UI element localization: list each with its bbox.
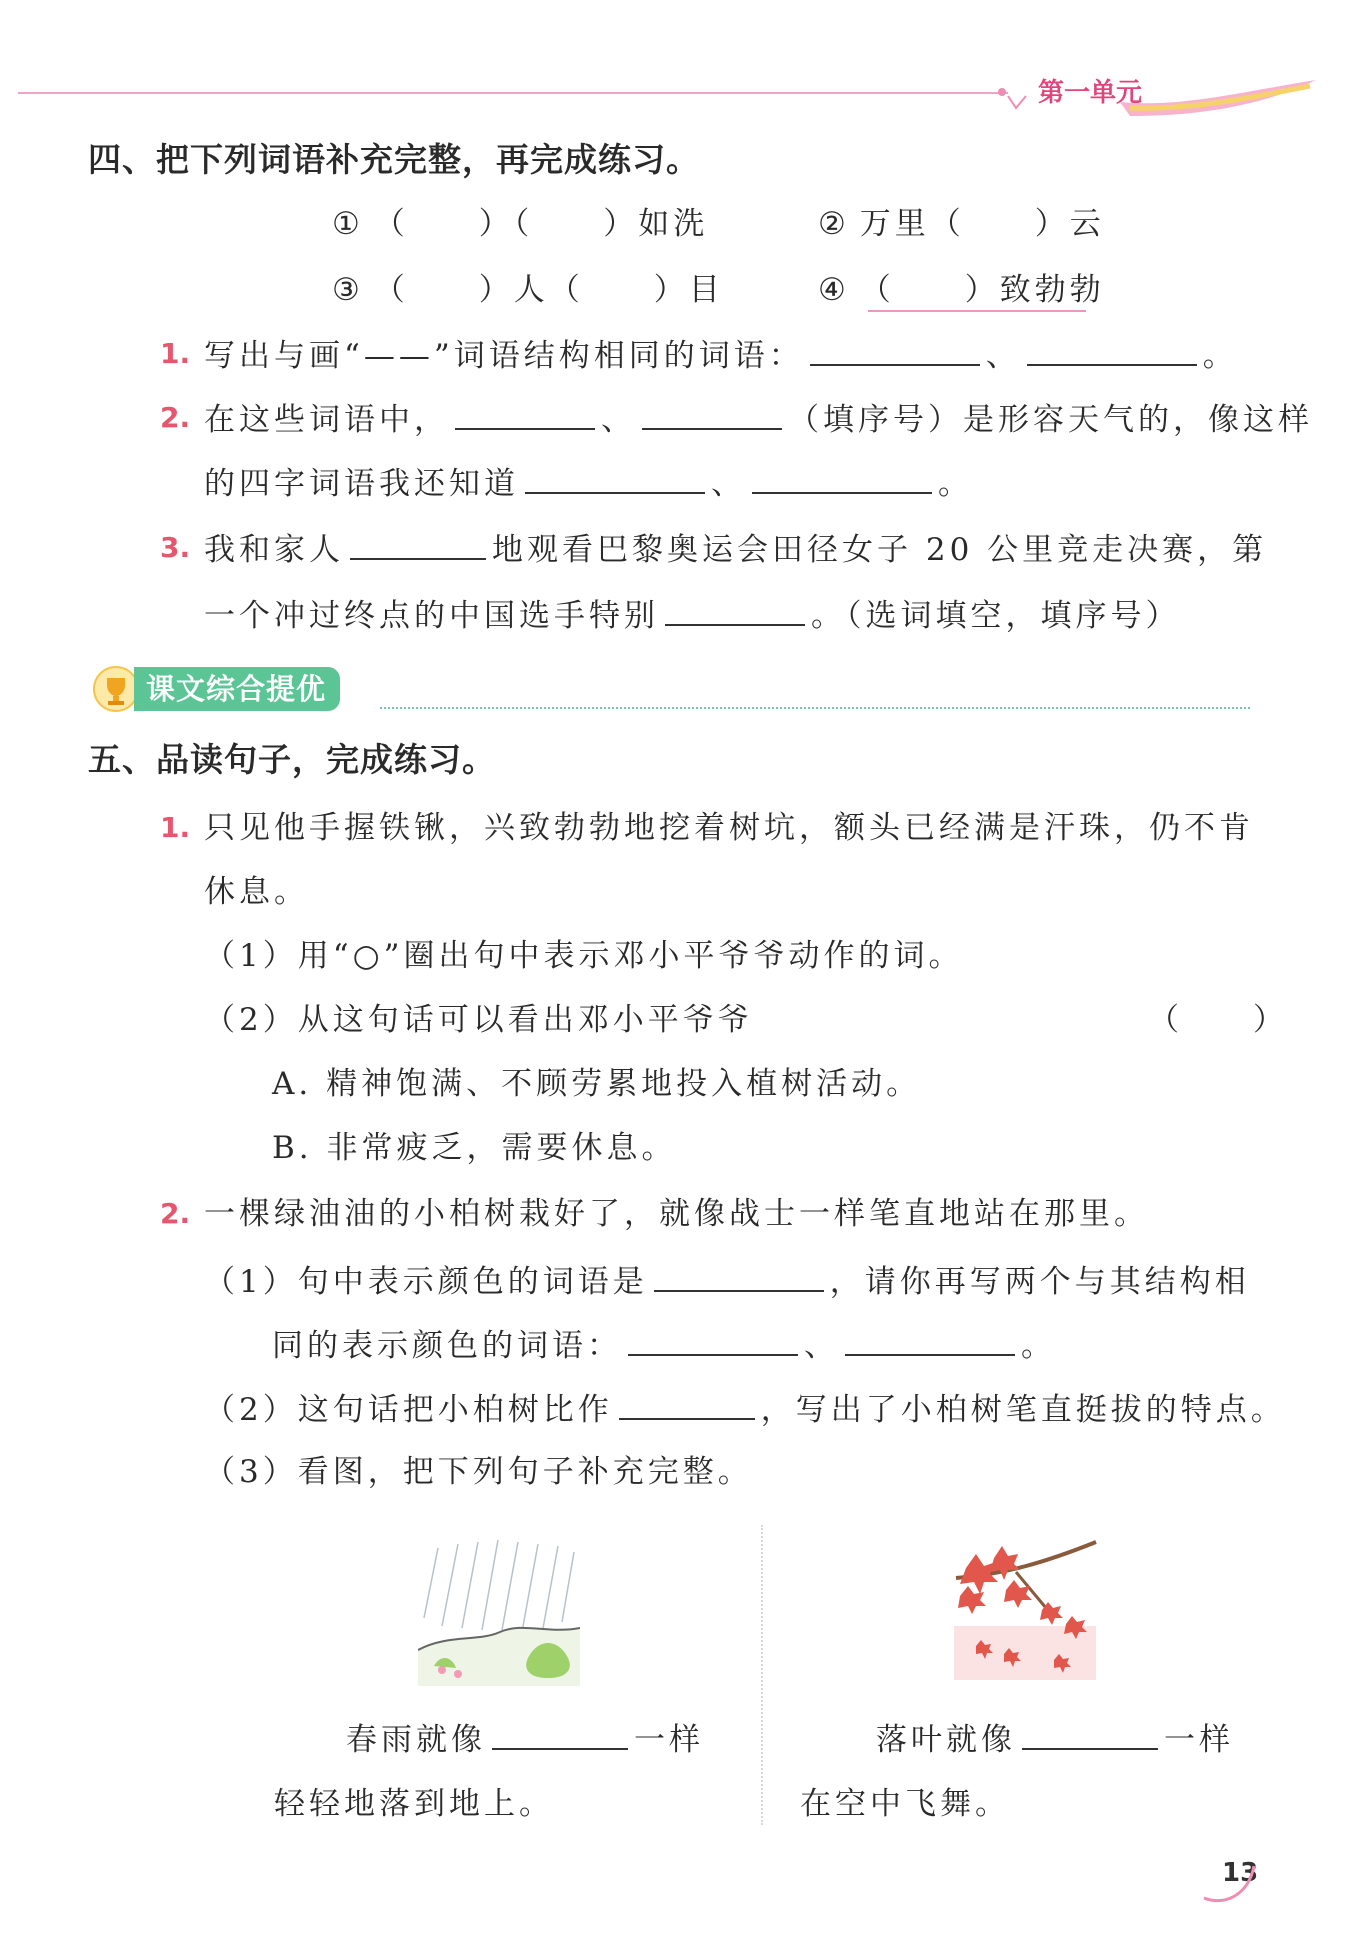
s5-q1-line1: 只见他手握铁锹，兴致勃勃地挖着树坑，额头已经满是汗珠，仍不肯	[204, 810, 1254, 846]
rain-sentence-line1: 春雨就像 一样	[346, 1718, 704, 1760]
s5-q2-number: 2.	[160, 1197, 191, 1230]
s4-q2-line1: 在这些词语中， 、 （填序号）是形容天气的，像这样	[204, 398, 1313, 440]
answer-blank[interactable]	[350, 528, 486, 560]
unit-title: 第一单元	[1038, 78, 1143, 108]
answer-blank[interactable]	[752, 462, 932, 494]
idiom-4: ④ （ ）致勃勃	[818, 272, 1105, 308]
trophy-icon	[92, 665, 140, 713]
s5-q1-sub2: （2）从这句话可以看出邓小平爷爷	[204, 1002, 753, 1038]
s5-q2-line1: 一棵绿油油的小柏树栽好了，就像战士一样笔直地站在那里。	[204, 1196, 1149, 1232]
s4-q3-line1: 我和家人 地观看巴黎奥运会田径女子 20 公里竞走决赛，第	[204, 528, 1267, 570]
s5-q1-line2: 休息。	[204, 874, 309, 910]
answer-blank[interactable]	[455, 398, 595, 430]
falling-leaves-illustration	[946, 1538, 1104, 1680]
idiom-2: ② 万里（ ）云	[818, 206, 1105, 242]
section-banner	[92, 664, 340, 714]
answer-blank[interactable]	[665, 594, 805, 626]
answer-blank[interactable]	[1022, 1718, 1158, 1750]
page-number: 13	[1222, 1858, 1259, 1888]
answer-blank[interactable]	[642, 398, 782, 430]
rain-sentence-line2: 轻轻地落到地上。	[274, 1786, 554, 1822]
header-rule	[18, 92, 1008, 94]
s5-q1-sub1: （1）用“○”圈出句中表示邓小平爷爷动作的词。	[204, 938, 964, 974]
leaves-sentence-line2: 在空中飞舞。	[800, 1786, 1010, 1822]
column-divider	[761, 1525, 763, 1825]
leaves-sentence-line1: 落叶就像 一样	[876, 1718, 1234, 1760]
spring-rain-illustration	[418, 1538, 580, 1686]
answer-blank[interactable]	[810, 334, 980, 366]
s4-q1-text: 写出与画“——”词语结构相同的词语： 、 。	[204, 334, 1238, 376]
idiom-3: ③ （ ）人（ ）目	[332, 272, 724, 308]
answer-blank[interactable]	[492, 1718, 628, 1750]
answer-blank[interactable]	[845, 1324, 1015, 1356]
s5-q2-sub3: （3）看图，把下列句子补充完整。	[204, 1454, 753, 1490]
page-number-swoosh-icon	[1200, 1856, 1260, 1906]
option-b: B. 非常疲乏，需要休息。	[272, 1130, 677, 1166]
s4-q1-number: 1.	[160, 337, 191, 370]
idiom-1: ① （ ）（ ）如洗	[332, 206, 709, 242]
s5-q2-sub2: （2）这句话把小柏树比作 ，写出了小柏树笔直挺拔的特点。	[204, 1388, 1286, 1430]
answer-blank[interactable]	[1027, 334, 1197, 366]
answer-blank[interactable]	[525, 462, 705, 494]
answer-blank[interactable]	[628, 1324, 798, 1356]
s4-q3-number: 3.	[160, 531, 191, 564]
answer-blank[interactable]	[654, 1260, 824, 1292]
s4-q3-line2: 一个冲过终点的中国选手特别 。（选词填空，填序号）	[204, 594, 1181, 636]
s4-q2-number: 2.	[160, 401, 191, 434]
option-a: A. 精神饱满、不顾劳累地投入植树活动。	[272, 1066, 922, 1102]
ribbon-decoration-icon	[1120, 72, 1320, 120]
section-4-title: 四、把下列词语补充完整，再完成练习。	[88, 140, 700, 179]
answer-paren[interactable]: （ ）	[1148, 1002, 1288, 1038]
answer-blank[interactable]	[619, 1388, 755, 1420]
s5-q2-sub1: （1）句中表示颜色的词语是 ，请你再写两个与其结构相	[204, 1260, 1250, 1302]
banner-dotted-rule	[380, 707, 1250, 709]
banner-label: 课文综合提优	[134, 667, 340, 711]
s4-q2-line2: 的四字词语我还知道 、 。	[204, 462, 973, 504]
idiom-4-underline	[868, 310, 1086, 312]
s5-q1-number: 1.	[160, 811, 191, 844]
s5-q2-sub1-cont: 同的表示颜色的词语： 、 。	[272, 1324, 1056, 1366]
section-5-title: 五、品读句子，完成练习。	[88, 740, 496, 779]
